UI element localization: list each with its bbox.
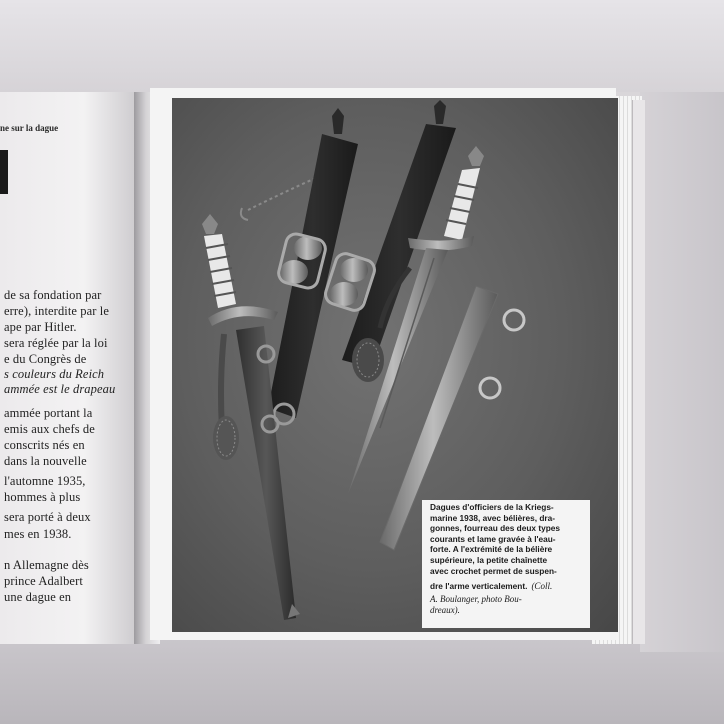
caption-line: supérieure, la petite chaînette [430,554,548,565]
text-line: une dague en [4,590,72,604]
running-head: ne sur la dague [0,123,59,133]
caption-line: avec crochet permet de suspen- [430,565,557,576]
text-line: ape par Hitler. [4,320,77,334]
text-line: emis aux chefs de [4,422,95,436]
caption-credit: A. Boulanger, photo Bou- [430,594,522,605]
book-cover-edge [632,100,645,644]
caption-credit: (Coll. [531,581,553,592]
caption-credit: dreaux). [430,604,460,615]
chapter-mark [0,150,8,194]
text-line: s couleurs du Reich [4,367,105,381]
caption-line: gonnes, fourreau des deux types [430,523,561,534]
text-line: n Allemagne dès [4,558,89,572]
caption-line: courants et lame gravée à l'eau- [430,533,556,544]
text-line: l'automne 1935, [4,474,86,488]
text-line: ammée portant la [4,406,93,420]
table-surface-right [640,92,724,652]
caption-line: forte. A l'extrémité de la bélière [430,544,553,555]
table-surface-bottom [0,640,724,724]
table-surface-top [0,0,724,92]
text-line: hommes à plus [4,490,81,504]
text-line: sera porté à deux [4,510,91,524]
caption-line: dre l'arme verticalement. [430,581,528,592]
caption-line: Dagues d'officiers de la Kriegs- [430,502,554,512]
caption-line: marine 1938, avec bélières, dra- [430,512,555,523]
text-line: e du Congrès de [4,352,87,366]
text-line: conscrits nés en [4,438,85,452]
text-line: prince Adalbert [4,574,83,588]
text-line: dans la nouvelle [4,454,87,468]
text-line: de sa fondation par [4,288,102,302]
photo-caption [422,500,590,628]
text-line: erre), interdite par le [4,304,110,318]
text-line: mes en 1938. [4,527,72,541]
text-line: ammée est le drapeau [4,382,116,396]
text-line: sera réglée par la loi [4,336,108,350]
